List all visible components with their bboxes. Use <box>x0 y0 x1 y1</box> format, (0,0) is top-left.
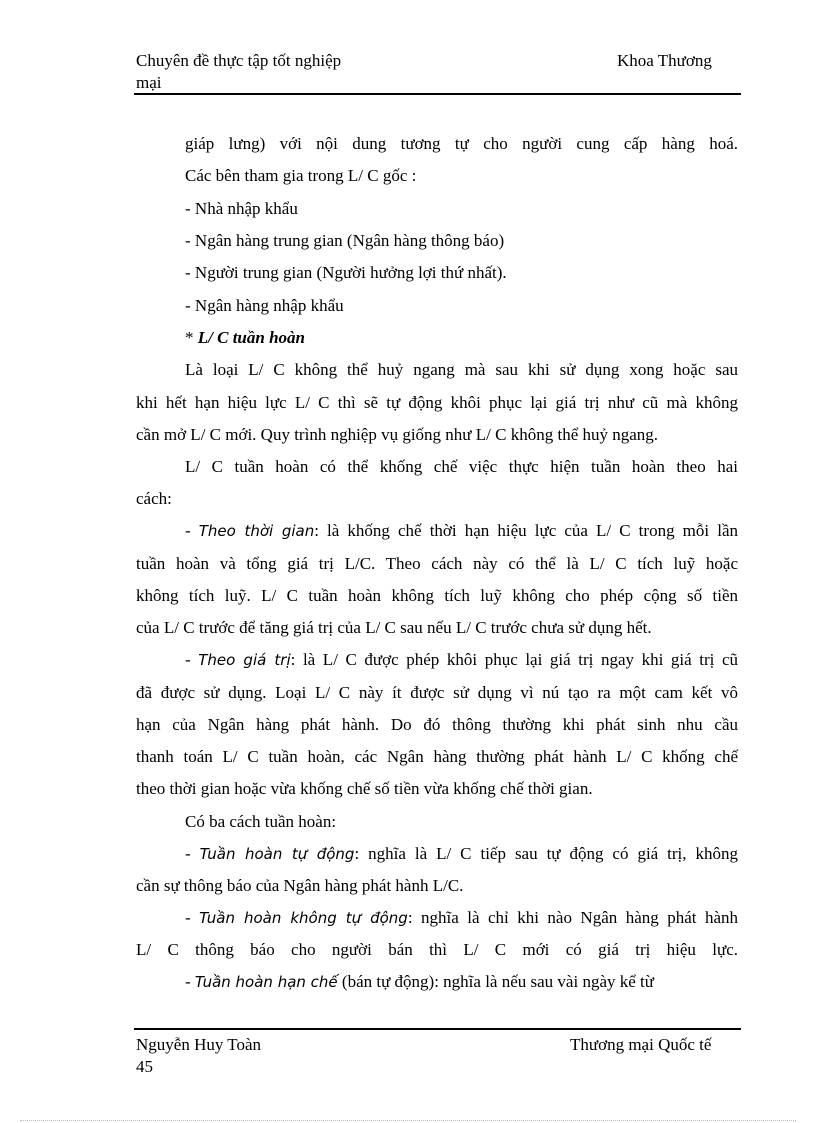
text-line: L/ C tuần hoàn có thể khống chế việc thực hiện tuần hoàn theo hai <box>185 457 738 476</box>
term-italic: Theo giá trị <box>198 651 291 669</box>
list-item: - Nhà nhập khẩu <box>185 199 298 218</box>
list-item: - Ngân hàng trung gian (Ngân hàng thông báo) <box>185 231 505 250</box>
text-line: theo thời gian hoặc vừa khống chế số tiền vừa khống chế thời gian. <box>136 779 593 798</box>
text-line: cần mở L/ C mới. Quy trình nghiệp vụ giống như L/ C không thể huỷ ngang. <box>136 425 659 444</box>
header-title-line2: mại <box>136 73 162 92</box>
text-line: giáp lưng) với nội dung tương tự cho người cung cấp hàng hoá. <box>185 134 738 153</box>
page-number: 45 <box>136 1057 153 1076</box>
term-definition: : là khống chế thời hạn hiệu lực của L/ C trong mỗi lần <box>314 521 738 540</box>
list-item: - Ngân hàng nhập khẩu <box>185 296 344 315</box>
text-line <box>185 649 738 671</box>
heading-bullet: * <box>185 328 198 347</box>
author-name: Nguyễn Huy Toàn <box>136 1035 262 1054</box>
list-item: - Người trung gian (Người hưởng lợi thứ nhất). <box>185 263 507 282</box>
text-line: hạn của Ngân hàng phát hành. Do đó thông thường khi phát sinh nhu cầu <box>136 715 738 734</box>
term-definition: : nghĩa là L/ C tiếp sau tự động có giá trị, không <box>354 844 738 863</box>
text-line: cần sự thông báo của Ngân hàng phát hành L/C. <box>136 876 464 895</box>
term-italic: Tuần hoàn không tự động <box>199 909 408 927</box>
text-line: L/ C thông báo cho người bán thì L/ C mới có giá trị hiệu lực. <box>136 940 738 959</box>
list-dash: - <box>185 521 199 540</box>
text-line <box>185 520 738 542</box>
text-line: đã được sử dụng. Loại L/ C này ít được sử dụng vì nú tạo ra một cam kết vô <box>136 683 738 702</box>
text-line: thanh toán L/ C tuần hoàn, các Ngân hàng thường phát hành L/ C khống chế <box>136 747 738 766</box>
text-line: cách: <box>136 489 172 508</box>
term-italic: Tuần hoàn tự động <box>199 845 355 863</box>
term-definition: : là L/ C được phép khôi phục lại giá trị ngay khi giá trị cũ <box>290 650 738 669</box>
term-italic: Tuần hoàn hạn chế <box>194 973 338 991</box>
section-heading <box>185 327 305 349</box>
term-definition: : nghĩa là chỉ khi nào Ngân hàng phát hành <box>407 908 738 927</box>
text-line <box>185 907 738 929</box>
running-header-left <box>136 50 341 94</box>
list-dash: - <box>185 908 200 927</box>
text-line: Các bên tham gia trong L/ C gốc : <box>185 166 417 185</box>
header-divider <box>134 93 741 95</box>
list-dash: - <box>185 650 199 669</box>
running-header-right: Khoa Thương <box>617 51 712 70</box>
text-line: khi hết hạn hiệu lực L/ C thì sẽ tự động khôi phục lại giá trị như cũ mà không <box>136 393 738 412</box>
text-line: không tích luỹ. L/ C tuần hoàn không tích luỹ không cho phép cộng số tiền <box>136 586 738 605</box>
text-line: của L/ C trước để tăng giá trị của L/ C sau nếu L/ C trước chưa sử dụng hết. <box>136 618 652 637</box>
footer-divider <box>134 1028 741 1030</box>
term-italic: Theo thời gian <box>198 522 315 540</box>
text-line <box>185 843 738 865</box>
list-dash: - <box>185 844 200 863</box>
text-line: Có ba cách tuần hoàn: <box>185 812 337 831</box>
running-footer-left <box>136 1034 261 1078</box>
term-definition: (bán tự động): nghĩa là nếu sau vài ngày kể từ <box>337 972 654 991</box>
text-line <box>185 971 654 993</box>
heading-text: L/ C tuần hoàn <box>197 328 305 347</box>
list-dash: - <box>185 972 195 991</box>
page-edge-dotted-line <box>20 1120 796 1121</box>
text-line: tuần hoàn và tổng giá trị L/C. Theo cách này có thể là L/ C tích luỹ hoặc <box>136 554 738 573</box>
running-footer-right: Thương mại Quốc tế <box>570 1035 712 1054</box>
text-line: Là loại L/ C không thể huỷ ngang mà sau khi sử dụng xong hoặc sau <box>185 360 738 379</box>
header-title-line1: Chuyên đề thực tập tốt nghiệp <box>136 51 342 70</box>
